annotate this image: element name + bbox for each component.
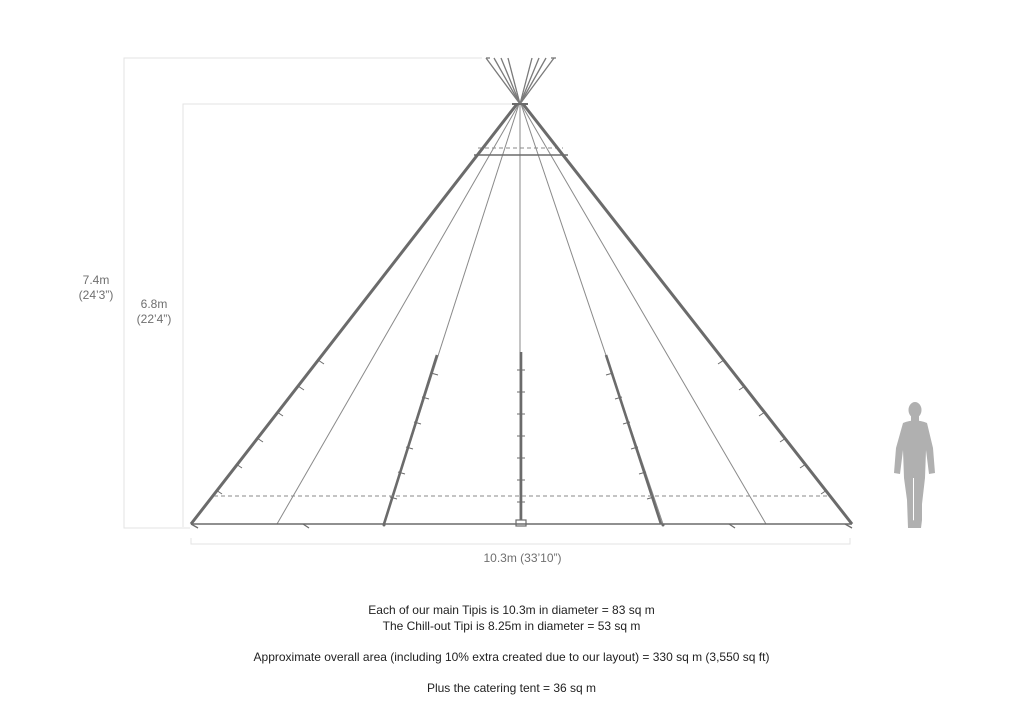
total-height-guide <box>124 58 482 528</box>
tipi-base <box>191 520 852 528</box>
note-chillout-tipi: The Chill-out Tipi is 8.25m in diameter = 53 sq m <box>382 619 641 633</box>
diameter-guide <box>191 538 850 544</box>
note-overall-area: Approximate overall area (including 10% extra created due to our layout) = 330 sq m (3,550 sq ft) <box>253 650 770 664</box>
total-height-label <box>70 273 122 303</box>
note-main-tipis: Each of our main Tipis is 10.3m in diameter = 83 sq m <box>368 603 655 617</box>
lacing-seams <box>384 352 661 524</box>
person-silhouette <box>894 402 935 528</box>
smoke-flap-band <box>474 148 568 155</box>
cone-height-metric: 6.8m <box>140 297 168 311</box>
note-catering-tent: Plus the catering tent = 36 sq m <box>426 681 597 695</box>
pole-tops <box>486 58 556 104</box>
cone-height-label <box>129 297 179 327</box>
diameter-label: 10.3m (33’10”) <box>483 551 562 565</box>
total-height-imperial: (24’3”) <box>78 288 114 302</box>
area-notes <box>0 602 1023 696</box>
cone-height-imperial: (22’4”) <box>136 312 172 326</box>
total-height-metric: 7.4m <box>82 273 110 287</box>
